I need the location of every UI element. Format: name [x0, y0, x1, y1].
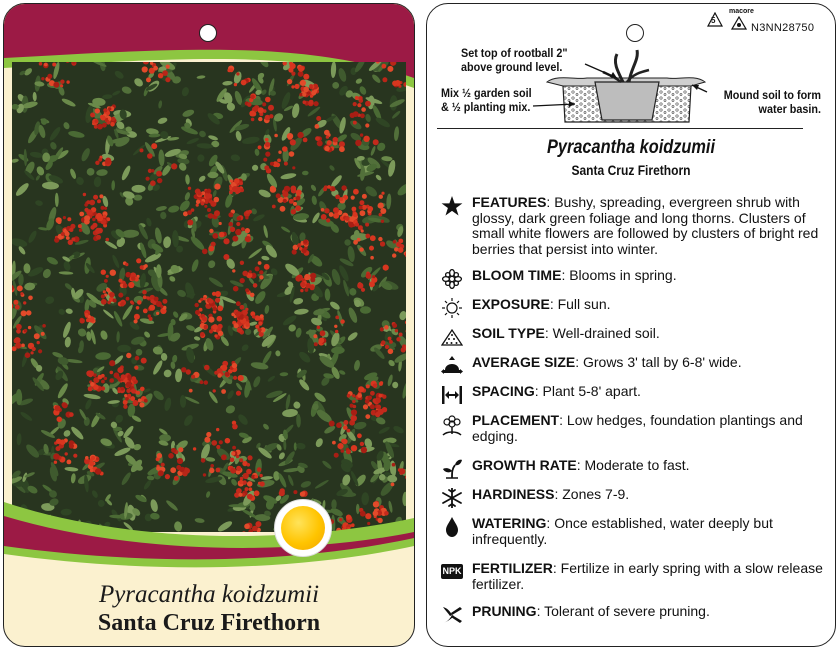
attr-text: HARDINESS: Zones 7-9. — [472, 486, 630, 502]
hang-hole — [626, 24, 644, 42]
recycle-number: 5 — [711, 16, 716, 25]
sprout-icon — [441, 459, 463, 479]
hang-hole — [199, 24, 217, 42]
attr-text: EXPOSURE: Full sun. — [472, 296, 611, 312]
attr-text: GROWTH RATE: Moderate to fast. — [472, 457, 690, 473]
npk-icon — [441, 564, 463, 579]
mound-soil-label: Mound soil to form water basin. — [723, 88, 821, 116]
brand-logo-icon — [731, 16, 747, 30]
front-latin-name: Pyracantha koidzumii — [98, 581, 320, 608]
spacing-icon — [441, 385, 463, 405]
soil-mix-label: Mix ½ garden soil & ½ planting mix. — [441, 86, 532, 114]
planting-diagram — [427, 42, 835, 128]
attr-text: SOIL TYPE: Well-drained soil. — [472, 325, 660, 341]
water-drop-icon — [441, 517, 463, 537]
snowflake-icon — [441, 488, 463, 508]
attr-text: WATERING: Once established, water deeply but infrequently. — [472, 515, 773, 547]
flower-icon — [441, 269, 463, 289]
attr-text: PLACEMENT: Low hedges, foundation plantings and edging. — [472, 412, 803, 444]
npk-icon-label: NPK — [442, 566, 462, 576]
attr-text: FEATURES: Bushy, spreading, evergreen shrub with glossy, dark green foliage and long thorns. Clusters of small white flowers are followed by clusters of bright red berries that persist into winter. — [472, 194, 819, 257]
brand-name: macore — [729, 8, 754, 15]
sku-code: N3NN28750 — [751, 22, 815, 34]
soil-icon — [441, 327, 463, 347]
rootball-label: Set top of rootball 2" above ground level. — [461, 46, 568, 74]
full-sun-icon — [274, 499, 332, 557]
placement-icon — [441, 414, 463, 436]
divider — [437, 128, 803, 129]
attr-text: PRUNING: Tolerant of severe pruning. — [472, 603, 710, 619]
front-bottom-band — [4, 484, 414, 594]
star-icon — [441, 196, 463, 216]
plant-photo — [12, 62, 406, 532]
back-common-name: Santa Cruz Firethorn — [571, 162, 691, 178]
pruning-shears-icon — [441, 605, 463, 625]
plant-size-icon — [441, 356, 463, 376]
attr-text: SPACING: Plant 5-8' apart. — [472, 383, 641, 399]
attr-text: FERTILIZER: Fertilize in early spring with a slow release fertilizer. — [472, 560, 823, 592]
back-latin-name: Pyracantha koidzumii — [547, 137, 715, 158]
front-common-name: Santa Cruz Firethorn — [97, 610, 321, 636]
front-tag — [3, 3, 415, 647]
attr-text: BLOOM TIME: Blooms in spring. — [472, 267, 677, 283]
attr-text: AVERAGE SIZE: Grows 3' tall by 6-8' wide. — [472, 354, 742, 370]
sun-icon — [441, 298, 463, 318]
back-tag — [426, 3, 836, 647]
